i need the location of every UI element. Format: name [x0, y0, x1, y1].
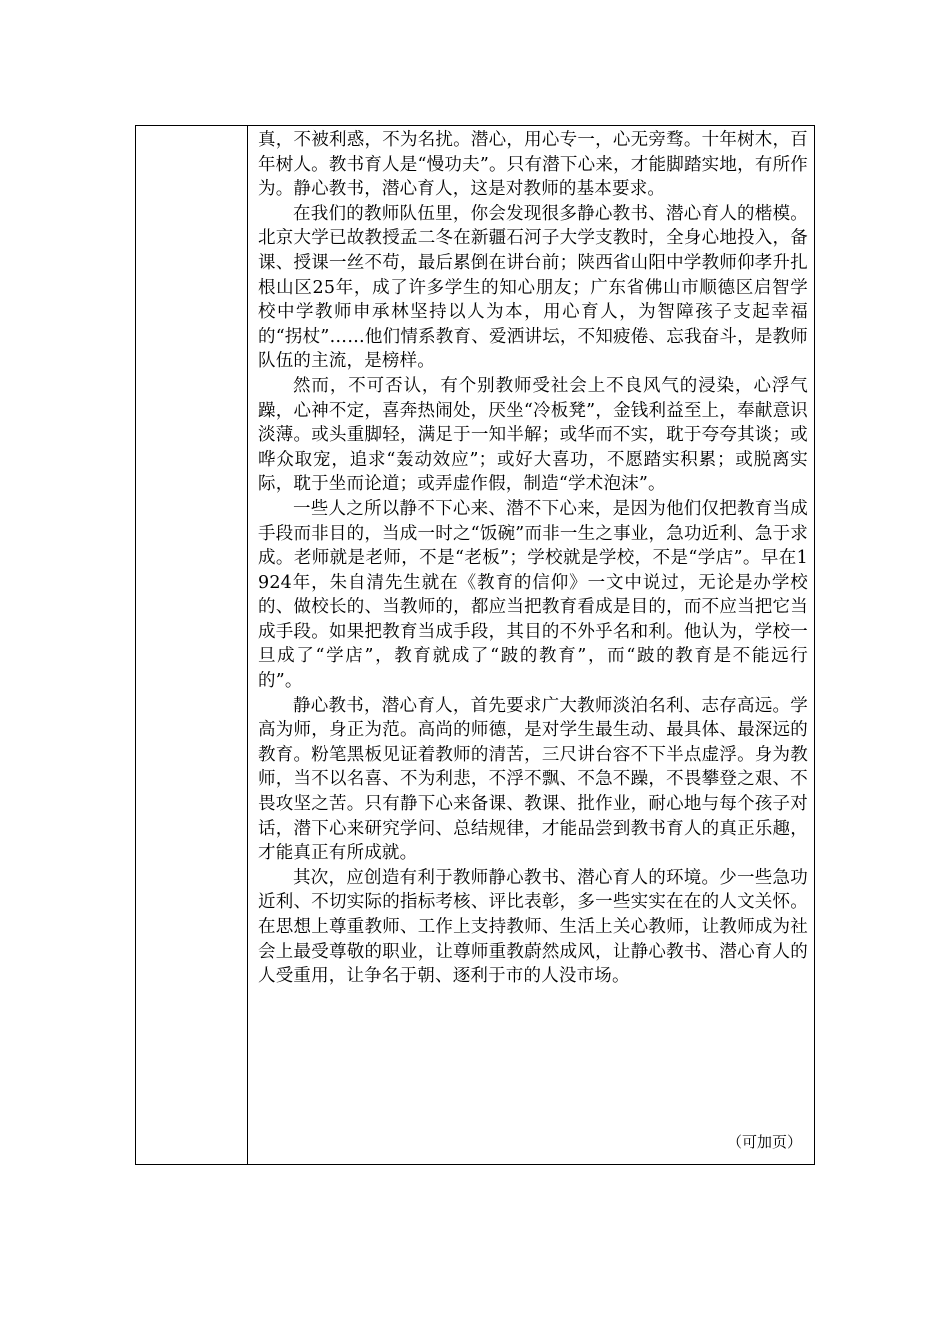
paragraph-3: 然而，不可否认，有个别教师受社会上不良风气的浸染，心浮气躁，心神不定，喜奔热闹处，厌坐“冷板凳”，金钱利益至上，奉献意识淡薄。或头重脚轻，满足于一知半解；或华而不实，耽于夸夸其谈；或哗众取宠，追求“轰动效应”；或好大喜功，不愿踏实积累；或脱离实际，耽于坐而论道；或弄虚作假，制造“学术泡沫”。	[258, 375, 808, 495]
paragraph-2: 在我们的教师队伍里，你会发现很多静心教书、潜心育人的楷模。北京大学已故教授孟二冬在新疆石河子大学支教时，全身心地投入，备课、授课一丝不苟，最后累倒在讲台前；陕西省山阳中学教师仰孝升扎根山区25年，成了许多学生的知心朋友；广东省佛山市顺德区启智学校中学教师申承林坚持以人为本，用心育人，为智障孩子支起幸福的“拐杖”……他们情系教育、爱洒讲坛，不知疲倦、忘我奋斗，是教师队伍的主流，是榜样。	[258, 203, 808, 372]
paragraph-4: 一些人之所以静不下心来、潜不下心来，是因为他们仅把教育当成手段而非目的，当成一时之“饭碗”而非一生之事业，急功近利、急于求成。老师就是老师，不是“老板”；学校就是学校，不是“学店”。早在1924年，朱自清先生就在《教育的信仰》一文中说过，无论是办学校的、做校长的、当教师的，都应当把教育看成是目的，而不应当把它当成手段。如果把教育当成手段，其目的不外乎名和利。他认为，学校一旦成了“学店”，教育就成了“跛的教育”，而“跛的教育是不能远行的”。	[258, 498, 808, 692]
paragraph-1: 真，不被利惑，不为名扰。潜心，用心专一，心无旁骛。十年树木，百年树人。教书育人是“慢功夫”。只有潜下心来，才能脚踏实地，有所作为。静心教书，潜心育人，这是对教师的基本要求。	[258, 130, 808, 200]
paragraph-5: 静心教书，潜心育人，首先要求广大教师淡泊名利、志存高远。学高为师，身正为范。高尚的师德，是对学生最生动、最具体、最深远的教育。粉笔黑板见证着教师的清苦，三尺讲台容不下半点虚浮。身为教师，当不以名喜、不为利悲，不浮不飘、不急不躁，不畏攀登之艰、不畏攻坚之苦。只有静下心来备课、教课、批作业，耐心地与每个孩子对话，潜下心来研究学问、总结规律，才能品尝到教书育人的真正乐趣，才能真正有所成就。	[258, 695, 808, 864]
label-column	[136, 126, 248, 1164]
add-page-note: （可加页）	[726, 1133, 802, 1151]
content-cell	[250, 126, 814, 1164]
paragraph-6: 其次，应创造有利于教师静心教书、潜心育人的环境。少一些急功近利、不切实际的指标考核、评比表彰，多一些实实在在的人文关怀。在思想上尊重教师、工作上支持教师、生活上关心教师，让教师成为社会上最受尊敬的职业，让尊师重教蔚然成风，让静心教书、潜心育人的人受重用，让争名于朝、逐利于市的人没市场。	[258, 867, 808, 987]
form-table	[135, 125, 815, 1165]
